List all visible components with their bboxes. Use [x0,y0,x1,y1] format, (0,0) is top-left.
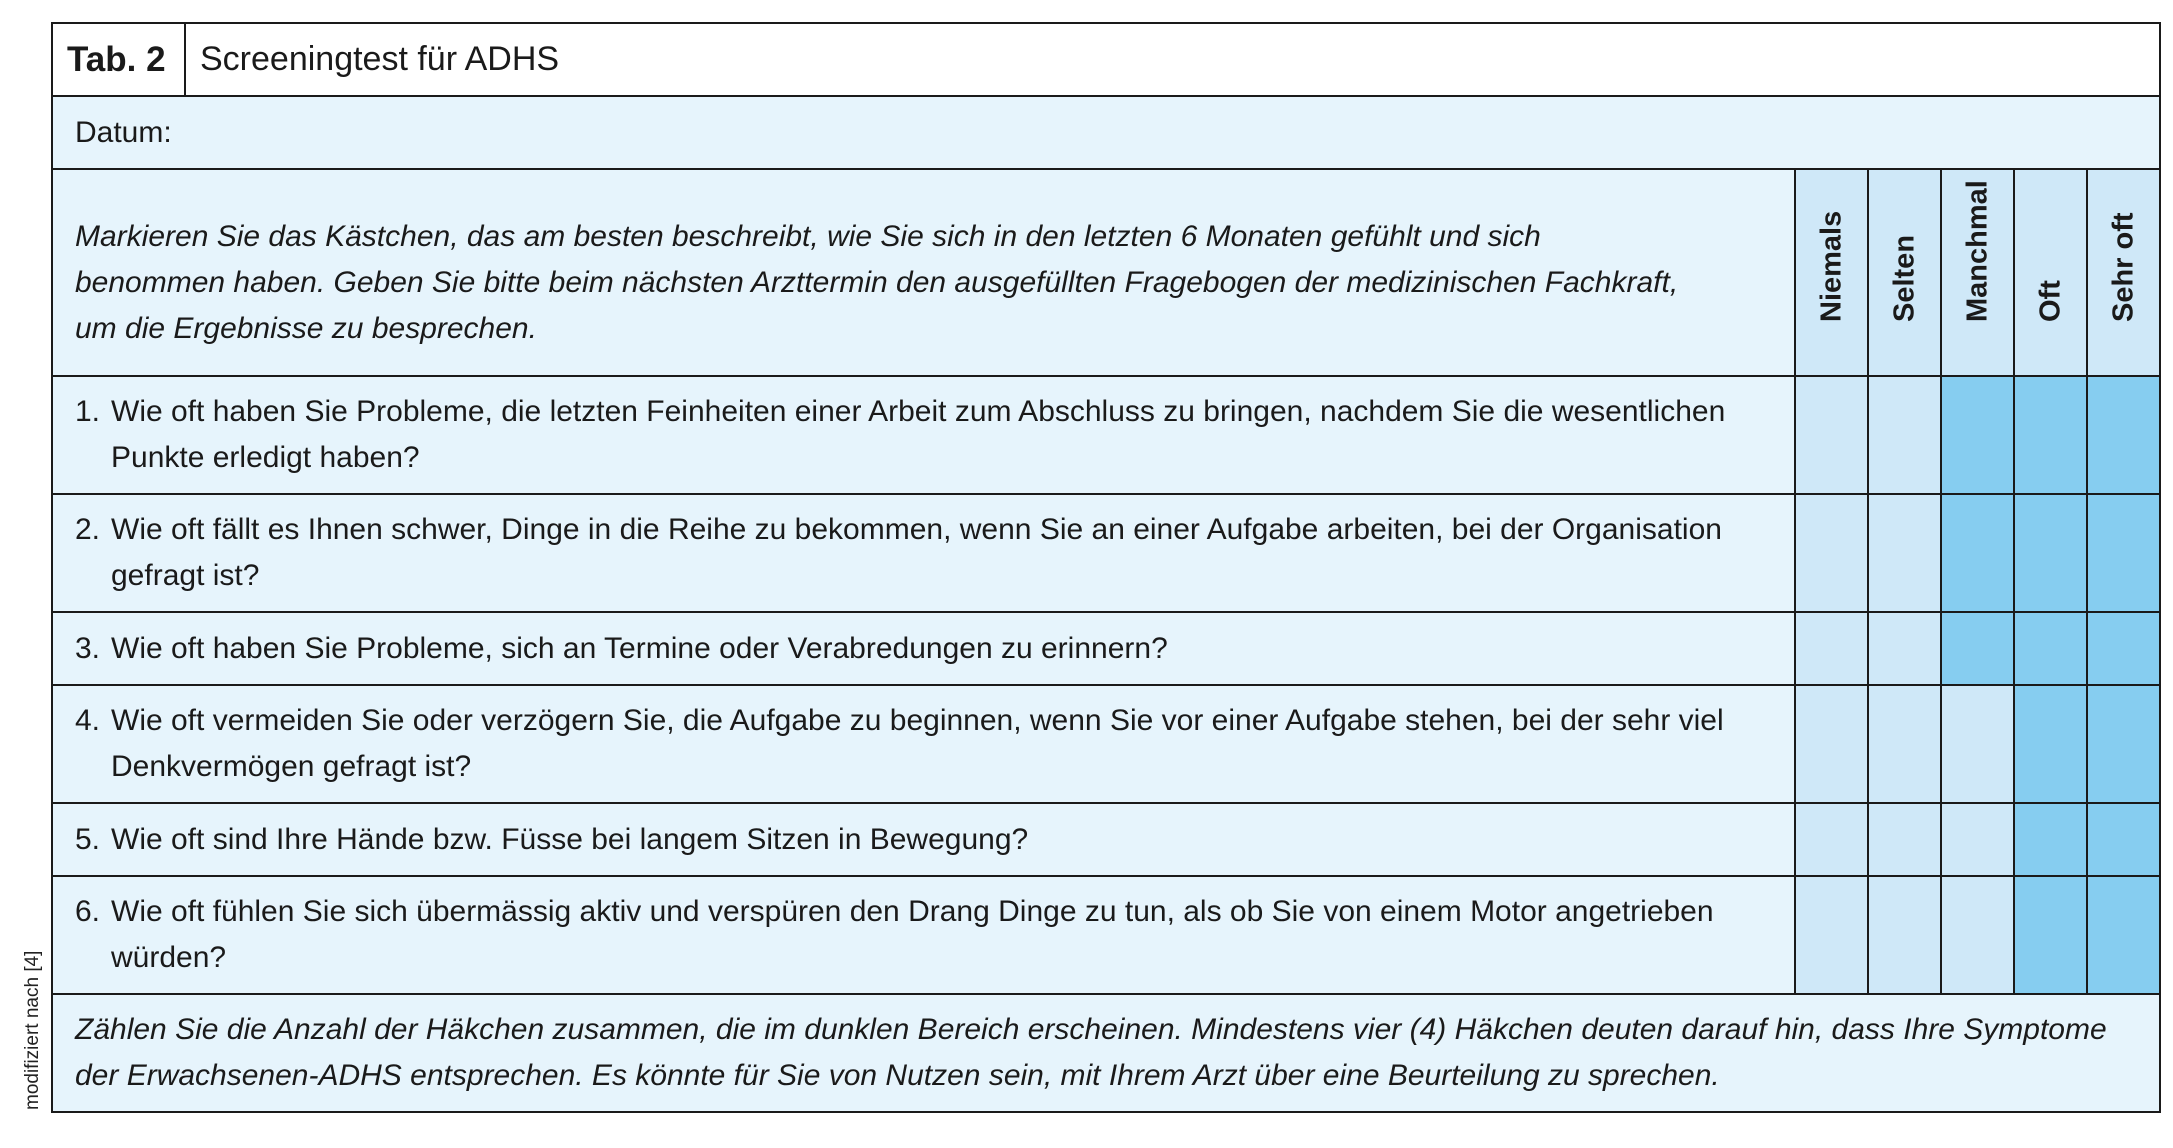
table-number: Tab. 2 [53,24,186,95]
question-row [52,612,2160,685]
question-row [52,685,2160,803]
scoring-instructions: Zählen Sie die Anzahl der Häkchen zusammen, die im dunklen Bereich erscheinen. Mindestens vier (4) Häkchen deuten darauf hin, dass Ihre Symptome der Erwachsenen-ADHS entsprechen. Es könnte für Sie von Nutzen sein, mit Ihrem Arzt über eine Beurteilung zu sprechen. [52,994,2160,1112]
column-header-sehr-oft [2087,169,2160,376]
question-number: 5. [75,822,101,856]
question-row [52,876,2160,994]
question-cell [52,685,1795,803]
answer-box-selten[interactable] [1868,494,1941,612]
question-number: 4. [75,704,101,737]
question-cell [52,803,1795,876]
column-header-label: Manchmal [1961,180,1993,322]
question-number: 3. [75,631,101,665]
question-number: 6. [75,895,101,928]
answer-box-oft[interactable] [2014,876,2087,994]
answer-box-selten[interactable] [1868,612,1941,685]
question-number: 1. [75,395,101,428]
answer-box-sehr-oft[interactable] [2087,876,2160,994]
column-header-label: Niemals [1815,210,1847,322]
answer-box-manchmal[interactable] [1941,685,2014,803]
question-text: Wie oft haben Sie Probleme, die letzten Feinheiten einer Arbeit zum Abschluss zu bringen, nachdem Sie die wesentlichen Punkte erledigt haben? [111,395,1726,474]
question-cell [52,494,1795,612]
answer-box-selten[interactable] [1868,685,1941,803]
answer-box-manchmal[interactable] [1941,376,2014,494]
answer-box-manchmal[interactable] [1941,876,2014,994]
answer-box-niemals[interactable] [1795,376,1868,494]
question-row [52,803,2160,876]
question-row [52,494,2160,612]
answer-box-oft[interactable] [2014,803,2087,876]
answer-box-selten[interactable] [1868,376,1941,494]
question-text: Wie oft haben Sie Probleme, sich an Termine oder Verabredungen zu erinnern? [111,631,1168,665]
answer-box-manchmal[interactable] [1941,612,2014,685]
answer-box-sehr-oft[interactable] [2087,376,2160,494]
title-row [52,23,2160,96]
answer-box-manchmal[interactable] [1941,494,2014,612]
column-header-manchmal [1941,169,2014,376]
question-text: Wie oft sind Ihre Hände bzw. Füsse bei langem Sitzen in Bewegung? [111,822,1029,856]
question-text: Wie oft fühlen Sie sich übermässig aktiv und verspüren den Drang Dinge zu tun, als ob Sie von einem Motor angetrieben würden? [111,895,1714,974]
answer-box-sehr-oft[interactable] [2087,612,2160,685]
table-title: Screeningtest für ADHS [200,40,560,78]
answer-box-sehr-oft[interactable] [2087,494,2160,612]
answer-box-sehr-oft[interactable] [2087,685,2160,803]
screening-table [51,22,2161,1113]
question-cell [52,876,1795,994]
column-header-label: Oft [2034,280,2066,322]
question-text: Wie oft fällt es Ihnen schwer, Dinge in die Reihe zu bekommen, wenn Sie an einer Aufgabe arbeiten, bei der Organisation gefragt ist? [111,513,1722,592]
column-header-selten [1868,169,1941,376]
answer-box-niemals[interactable] [1795,876,1868,994]
question-row [52,376,2160,494]
header-row [52,169,2160,376]
answer-box-oft[interactable] [2014,376,2087,494]
answer-box-manchmal[interactable] [1941,803,2014,876]
date-row [52,96,2160,169]
date-label: Datum: [52,96,2160,169]
answer-box-sehr-oft[interactable] [2087,803,2160,876]
column-header-niemals [1795,169,1868,376]
answer-box-selten[interactable] [1868,803,1941,876]
title-cell [52,23,2160,96]
source-note: modifiziert nach [4] [22,950,43,1110]
question-cell [52,376,1795,494]
answer-box-selten[interactable] [1868,876,1941,994]
column-header-label: Sehr oft [2107,212,2140,322]
answer-box-oft[interactable] [2014,612,2087,685]
answer-box-niemals[interactable] [1795,612,1868,685]
question-number: 2. [75,513,101,546]
column-header-oft [2014,169,2087,376]
answer-box-niemals[interactable] [1795,494,1868,612]
answer-box-niemals[interactable] [1795,685,1868,803]
footer-row [52,994,2160,1112]
answer-box-niemals[interactable] [1795,803,1868,876]
column-header-label: Selten [1888,234,1920,322]
instructions-text: Markieren Sie das Kästchen, das am besten beschreibt, wie Sie sich in den letzten 6 Monaten gefühlt und sich benommen haben. Geben Sie bitte beim nächsten Arzttermin den ausgefüllten Fragebogen der medizinischen Fachkraft, um die Ergebnisse zu besprechen. [52,169,1795,376]
question-text: Wie oft vermeiden Sie oder verzögern Sie, die Aufgabe zu beginnen, wenn Sie vor einer Aufgabe stehen, bei der sehr viel Denkvermögen gefragt ist? [111,704,1724,783]
answer-box-oft[interactable] [2014,494,2087,612]
answer-box-oft[interactable] [2014,685,2087,803]
question-cell [52,612,1795,685]
